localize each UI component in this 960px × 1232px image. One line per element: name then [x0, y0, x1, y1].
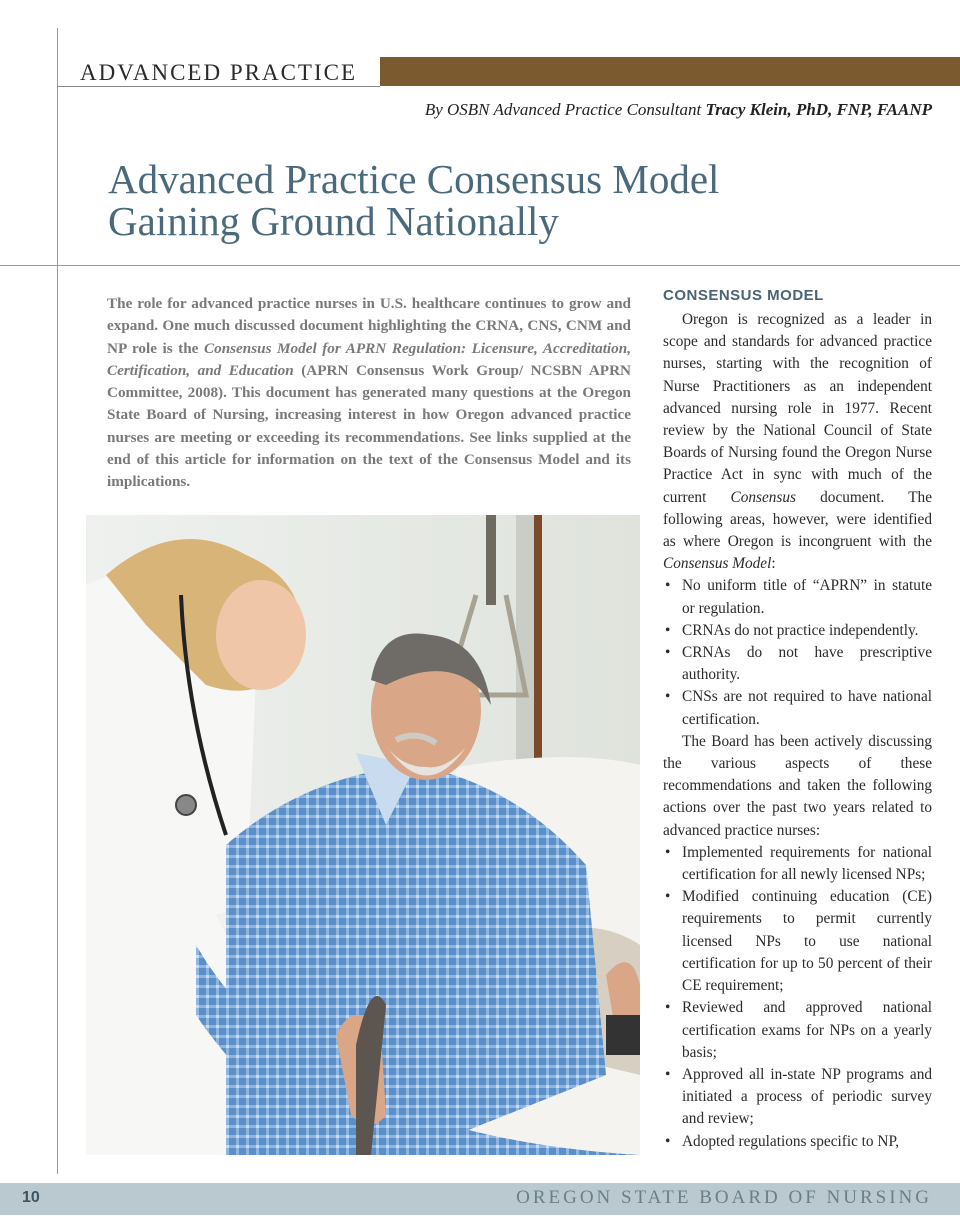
p1-text-b: document. The following areas, however, were identified as where Oregon is incongruent with the: [663, 488, 932, 551]
title-line-1: Advanced Practice Consensus Model: [108, 156, 720, 202]
byline-prefix: By OSBN Advanced Practice Consultant: [424, 100, 702, 119]
board-actions-list: [663, 842, 932, 1153]
list-item: • CRNAs do not have prescriptive authority.: [663, 642, 932, 686]
list-item: • Adopted regulations specific to NP,: [663, 1131, 932, 1153]
list-item: • Approved all in-state NP programs and initiated a process of periodic survey and review;: [663, 1064, 932, 1131]
title-line-2: Gaining Ground Nationally: [108, 198, 559, 244]
column-heading: CONSENSUS MODEL: [663, 287, 824, 304]
p1-italic-consensus: Consensus: [730, 488, 796, 506]
article-title: [108, 158, 908, 242]
column-paragraph-1: [663, 309, 932, 575]
list-item: • No uniform title of “APRN” in statute or regulation.: [663, 575, 932, 619]
intro-paragraph: [107, 293, 631, 494]
p1-italic-model: Consensus Model: [663, 555, 772, 573]
list-item: • CNSs are not required to have national certification.: [663, 686, 932, 730]
list-item: • Implemented requirements for national certification for all newly licensed NPs;: [663, 842, 932, 886]
page-number: 10: [22, 1189, 40, 1206]
byline-author: Tracy Klein, PhD, FNP, FAANP: [705, 100, 932, 119]
page-footer: [0, 1183, 960, 1215]
list-item: • CRNAs do not practice independently.: [663, 620, 932, 642]
section-label: ADVANCED PRACTICE: [80, 60, 358, 85]
left-margin-rule: [57, 28, 58, 1174]
doctor-patient-photo: [86, 515, 640, 1155]
intro-document-title: Consensus Model for APRN Regulation: Licensure, Accreditation, Certification, and Education: [107, 339, 631, 379]
list-item: • Modified continuing education (CE) requirements to permit currently licensed NPs to use national certification for up to 50 percent of their CE requirement;: [663, 886, 932, 997]
list-item: • Reviewed and approved national certification exams for NPs on a yearly basis;: [663, 997, 932, 1064]
intro-text-b: (APRN Consensus Work Group/ NCSBN APRN Committee, 2008). This document has generated many questions at the Oregon State Board of Nursing, increasing interest in how Oregon advanced practice nurses are meeting or exceeding its recommendations. See links supplied at the end of this article for information on the text of the Consensus Model and its implications.: [107, 361, 631, 491]
section-underline: [57, 86, 380, 87]
p1-text-a: Oregon is recognized as a leader in scope and standards for advanced practice nurses, starting with the recognition of Nurse Practitioners as an independent advanced nursing role in 1977. Recent review by the National Council of State Boards of Nursing found the Oregon Nurse Practice Act in sync with much of the current: [663, 311, 932, 506]
intro-text-a: The role for advanced practice nurses in U.S. healthcare continues to grow and expand. One much discussed document highlighting the CRNA, CNS, CNM and NP role is the: [107, 295, 631, 357]
incongruent-areas-list: [663, 575, 932, 730]
publication-name: OREGON STATE BOARD OF NURSING: [516, 1187, 932, 1208]
consensus-model-column: [663, 285, 932, 1153]
title-divider: [0, 265, 960, 266]
p1-text-c: :: [771, 555, 776, 573]
byline: [425, 100, 932, 120]
section-color-bar: [380, 57, 960, 86]
column-paragraph-2: The Board has been actively discussing the various aspects of these recommendations and taken the following actions over the past two years related to advanced practice nurses:: [663, 732, 932, 839]
